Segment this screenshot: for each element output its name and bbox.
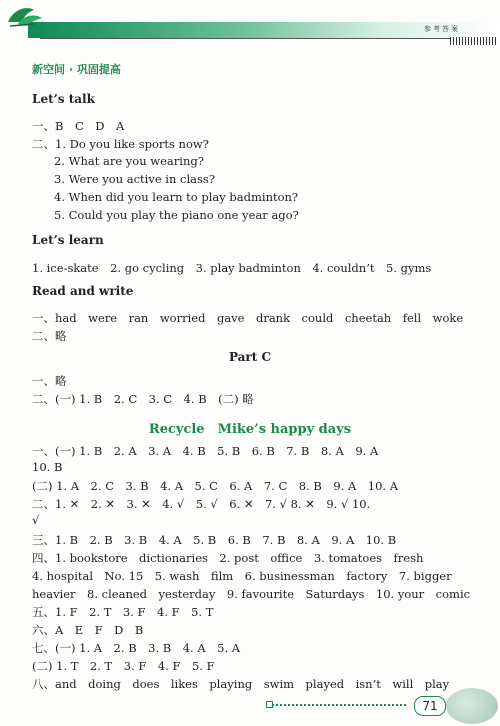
watermark-badge-icon: [446, 688, 498, 724]
answer-line: 4. When did you learn to play badminton?: [54, 190, 299, 204]
lets-learn-heading: Let’s learn: [32, 233, 104, 247]
answer-line: (二) 1. T 2. T 3. F 4. F 5. F: [32, 659, 215, 673]
answer-line: 4. hospital No. 15 5. wash film 6. businessman factory 7. bigger: [32, 569, 452, 583]
answer-line: 五、1. F 2. T 3. F 4. F 5. T: [32, 605, 214, 619]
answer-line: 2. What are you wearing?: [54, 154, 204, 168]
answer-line: 一、B C D A: [32, 119, 125, 133]
leaf-logo-icon: [4, 2, 44, 36]
answer-line: 10. B: [32, 460, 63, 474]
answer-line: 一、(一) 1. B 2. A 3. A 4. B 5. B 6. B 7. B 8. A 9. A: [32, 444, 379, 458]
footer-dotted-rule: [272, 704, 408, 706]
answer-line: 二、略: [32, 329, 67, 343]
header-rule: [40, 38, 450, 39]
barcode-ticks: [450, 37, 498, 45]
part-c-heading: Part C: [228, 350, 272, 364]
answer-line: 三、1. B 2. B 3. B 4. A 5. B 6. B 7. B 8. A 9. A 10. B: [32, 533, 397, 547]
answer-line: 5. Could you play the piano one year ago?: [54, 208, 299, 222]
answer-line: 四、1. bookstore dictionaries 2. post office 3. tomatoes fresh: [32, 551, 424, 565]
recycle-heading: Recycle Mike’s happy days: [148, 422, 352, 437]
page-footer: [0, 690, 500, 726]
answer-line: 1. ice-skate 2. go cycling 3. play badminton 4. couldn’t 5. gyms: [32, 261, 432, 275]
answer-line: (二) 1. A 2. C 3. B 4. A 5. C 6. A 7. C 8. B 9. A 10. A: [32, 479, 399, 493]
answer-line: 二、1. Do you like sports now?: [32, 137, 209, 151]
header-tag: 参考答案: [424, 25, 460, 33]
page-header: [0, 0, 500, 46]
answer-line: heavier 8. cleaned yesterday 9. favourite Saturdays 10. your comic: [32, 587, 471, 601]
answer-line: 八、and doing does likes playing swim played isn’t will play: [32, 677, 450, 691]
section-label: 新空间 · 巩固提高: [32, 63, 121, 76]
answer-line: 3. Were you active in class?: [54, 172, 215, 186]
answer-line: 六、A E F D B: [32, 623, 144, 637]
answer-line: 一、had were ran worried gave drank could cheetah fell woke: [32, 311, 464, 325]
read-write-heading: Read and write: [32, 284, 134, 298]
answer-line: 一、略: [32, 374, 67, 388]
answer-line: 七、(一) 1. A 2. B 3. B 4. A 5. A: [32, 641, 241, 655]
answer-line: 二、1. ✕ 2. ✕ 3. ✕ 4. √ 5. √ 6. ✕ 7. √ 8. ✕ 9. √ 10.: [32, 497, 371, 511]
answer-line: 二、(一) 1. B 2. C 3. C 4. B (二) 略: [32, 392, 254, 406]
lets-talk-heading: Let’s talk: [32, 92, 95, 106]
page-number: 71: [414, 696, 446, 716]
answer-line: √: [32, 513, 40, 527]
